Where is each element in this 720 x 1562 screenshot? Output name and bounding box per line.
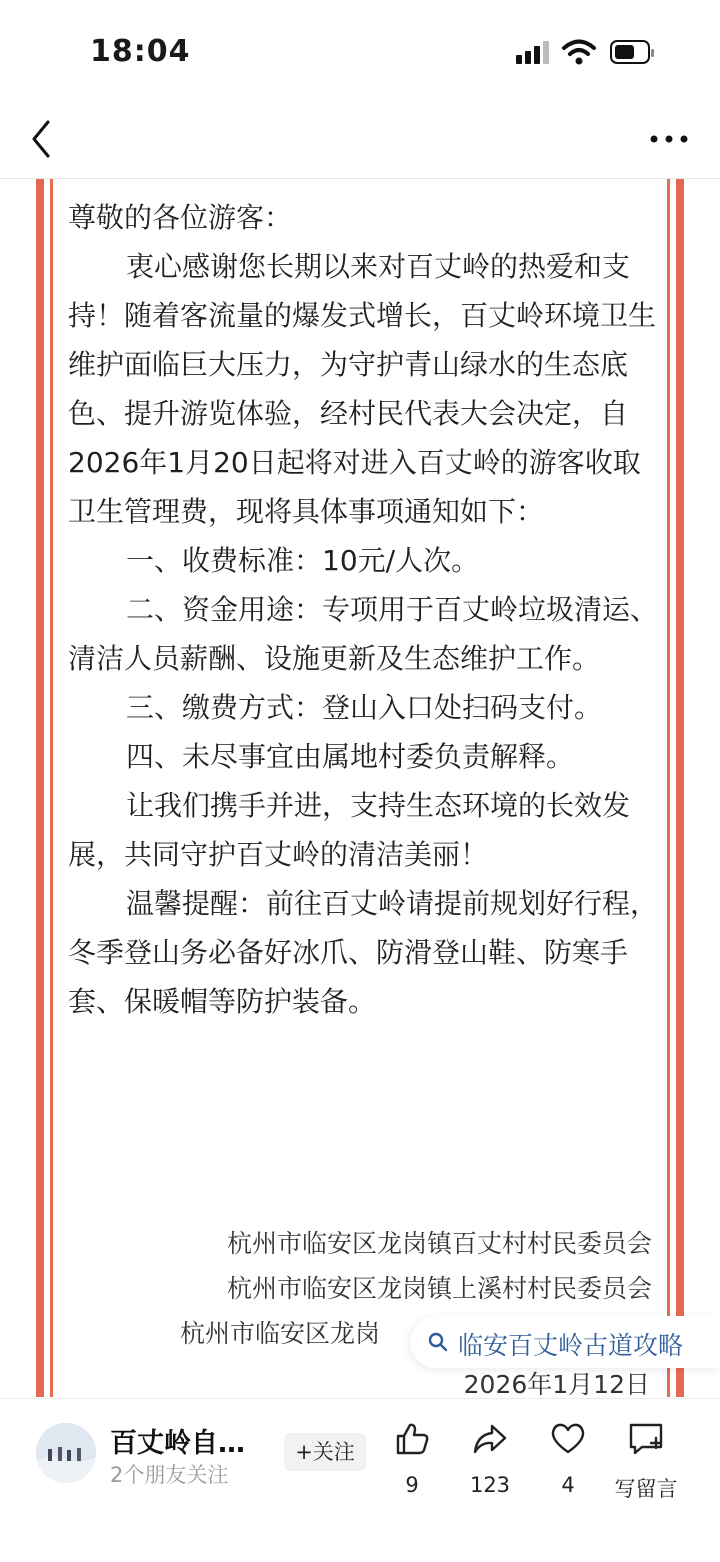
heart-icon — [548, 1419, 588, 1459]
notice-date: 2026年1月12日 — [463, 1370, 650, 1397]
cellular-signal-icon — [516, 40, 552, 64]
notice-text — [68, 193, 658, 1026]
border-line-right-outer — [676, 179, 684, 1397]
search-suggestion-chip[interactable] — [410, 1316, 720, 1368]
comment-label: 写留言 — [614, 1477, 678, 1501]
comment-button[interactable] — [606, 1419, 686, 1503]
author-followers: 2个朋友关注 — [110, 1463, 229, 1487]
search-icon — [428, 1332, 448, 1352]
notice-image — [0, 179, 720, 1397]
like-button[interactable] — [372, 1419, 452, 1497]
border-line-right-inner — [667, 179, 670, 1397]
chevron-left-icon — [22, 114, 62, 164]
share-icon — [470, 1419, 510, 1459]
battery-icon — [610, 40, 650, 64]
author-name[interactable]: 百丈岭自… — [110, 1428, 245, 1459]
notice-closing: 让我们携手并进，支持生态环境的长效发展，共同守护百丈岭的清洁美丽！ — [68, 789, 631, 871]
comment-add-icon — [626, 1419, 666, 1459]
favorite-count: 4 — [561, 1473, 575, 1497]
back-button[interactable] — [22, 114, 62, 164]
more-dots-icon — [644, 122, 694, 156]
wifi-icon — [562, 38, 596, 66]
notice-item-fund-use: 二、资金用途：专项用于百丈岭垃圾清运、清洁人员薪酬、设施更新及生态维护工作。 — [68, 593, 659, 675]
share-button[interactable] — [450, 1419, 530, 1497]
notice-item-other: 四、未尽事宜由属地村委负责解释。 — [126, 740, 575, 773]
nav-bar — [0, 100, 720, 179]
share-count: 123 — [469, 1473, 511, 1497]
bottom-action-bar — [0, 1398, 720, 1562]
like-count: 9 — [405, 1473, 419, 1497]
signature-line: 杭州市临安区龙岗镇百丈村村民委员会 — [226, 1229, 652, 1258]
status-time: 18:04 — [90, 34, 191, 69]
signature-line: 杭州市临安区龙岗镇上溪村村民委员会 — [226, 1274, 652, 1303]
status-bar — [0, 0, 720, 100]
notice-paragraph: 衷心感谢您长期以来对百丈岭的热爱和支持！随着客流量的爆发式增长，百丈岭环境卫生维护面临巨大压力，为守护青山绿水的生态底色、提升游览体验，经村民代表大会决定，自2026年1月20日起将对进入百丈岭的游客收取卫生管理费，现将具体事项通知如下： — [68, 250, 657, 528]
notice-item-fee: 一、收费标准：10元/人次。 — [126, 544, 480, 577]
more-button[interactable] — [644, 122, 694, 156]
follow-button[interactable]: +关注 — [284, 1433, 366, 1471]
thumbs-up-icon — [392, 1419, 432, 1459]
notice-greeting: 尊敬的各位游客： — [68, 201, 293, 234]
search-suggestion-label: 临安百丈岭古道攻略 — [458, 1331, 684, 1360]
border-line-left-inner — [50, 179, 53, 1397]
notice-item-payment: 三、缴费方式：登山入口处扫码支付。 — [126, 691, 603, 724]
favorite-button[interactable] — [528, 1419, 608, 1497]
border-line-left-outer — [36, 179, 44, 1397]
avatar[interactable] — [36, 1423, 96, 1483]
notice-reminder: 温馨提醒：前往百丈岭请提前规划好行程，冬季登山务必备好冰爪、防滑登山鞋、防寒手套、保暖帽等防护装备。 — [68, 887, 659, 1018]
signature-line: 杭州市临安区龙岗 — [179, 1319, 380, 1348]
